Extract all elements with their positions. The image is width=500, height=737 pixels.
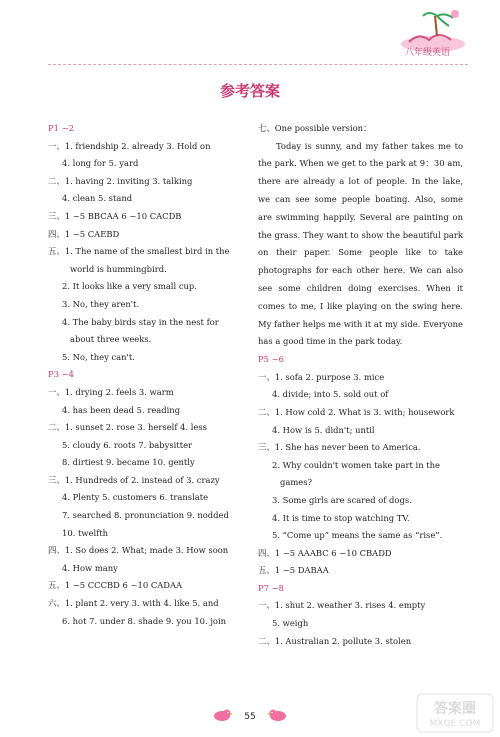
page-title: 参考答案 [219,82,280,100]
answer-line: 5. No, they can't. [62,351,135,362]
answer-line: about three weeks. [70,334,152,345]
answer-line: 5. cloudy 6. roots 7. babysitter [62,439,193,450]
watermark-logo [416,693,494,733]
answer-line: 五、1. The name of the smallest bird in the [48,246,230,257]
answer-line: 一、1. drying 2. feels 3. warm [48,386,174,397]
answer-line: 二、1. How cold 2. What is 3. with; housework [258,406,455,417]
bird-left-icon [211,708,233,722]
section-heading: P5 ~6 [258,354,284,365]
answer-line: 4. It is time to stop watching TV. [272,512,410,523]
answer-line: 2. Why couldn't women take part in the [272,459,440,470]
answer-line: 6. hot 7. under 8. shade 9. you 10. join [62,615,227,626]
answer-line: 5. weigh [272,618,309,629]
answer-line: 二、1. sunset 2. rose 3. herself 4. less [48,422,207,433]
answer-line: 3. No, they aren't. [62,298,140,309]
essay-heading: 七、One possible version： [258,123,372,133]
answer-line: 一、1. sofa 2. purpose 3. mice [258,371,385,382]
answer-line: 三、1 ~5 BBCAA 6 ~10 CACDB [48,210,182,221]
answer-line: 4. The baby birds stay in the nest for [62,316,219,327]
answer-line: 5. “Come up” means the same as “rise”. [272,530,443,541]
answer-line: 六、1. plant 2. very 3. with 4. like 5. and [48,598,219,609]
answer-line: 四、1 ~5 CAEBD [48,228,120,239]
watermark-text-cn: 答案圈 [434,701,476,717]
answer-line: 4. How is 5. didn't; until [272,424,375,435]
right-column [258,120,463,650]
bird-right-icon [267,708,289,722]
answer-line: 2. It looks like a very small cup. [62,281,197,292]
answer-line: 二、1. Australian 2. pollute 3. stolen [258,635,412,646]
answer-line: 四、1 ~5 AAABC 6 ~10 CBADD [258,547,392,558]
left-column [48,120,248,630]
answer-line: 一、1. friendship 2. already 3. Hold on [48,140,211,151]
answer-line: 二、1. having 2. inviting 3. talking [48,175,193,186]
right-answer-list [258,351,463,650]
answer-line: 一、1. shut 2. weather 3. rises 4. empty [258,600,426,611]
answer-line: 8. dirtiest 9. became 10. gently [62,457,195,468]
section-heading: P1 ~2 [48,123,74,133]
answer-line: 4. long for 5. yard [62,158,139,169]
watermark-text-url: MXQE.COM [429,719,481,729]
answer-line: 三、1. She has never been to America. [258,442,421,453]
answer-line: 4. has been dead 5. reading [62,404,181,415]
answer-line: 4. divide; into 5. sold out of [272,389,389,400]
answer-line: 五、1 ~5 DABAA [258,565,329,576]
answer-line: 五、1 ~5 CCCBD 6 ~10 CADAA [48,580,183,591]
answer-line: 10. twelfth [62,527,109,538]
answer-line: 三、1. Hundreds of 2. instead of 3. crazy [48,474,220,485]
answer-line: 7. searched 8. pronunciation 9. nodded [62,510,229,521]
answer-line: games? [280,477,313,488]
header-divider [48,64,468,65]
page-number: 55 [244,712,256,722]
section-heading: P7 ~8 [258,582,284,593]
section-heading: P3 ~4 [48,369,74,380]
answer-line: 4. Plenty 5. customers 6. translate [62,492,209,503]
answer-line: 3. Some girls are scared of dogs. [272,494,412,505]
answer-line: world is hummingbird. [70,263,167,274]
essay-paragraph: Today is sunny, and my father takes me to the park. When we get to the park at 9：30 am, there are already a lot of people. In the lake, we can see some people boating. Also, some are swimming happily. Several are painting on the grass. They want to show the beautiful park on their paper. Some people like to take photographs for each other here. We can also see some children doing exercises. When it comes to me, I like playing on the swing here. My father helps me with it at my side. Everyone has a good time in the park today. [258,140,463,347]
answer-line: 4. clean 5. stand [62,193,133,204]
book-label: 八年级英语 [405,48,451,58]
answer-line: 4. How many [62,562,118,573]
answer-line: 四、1. So does 2. What; made 3. How soon [48,545,229,556]
